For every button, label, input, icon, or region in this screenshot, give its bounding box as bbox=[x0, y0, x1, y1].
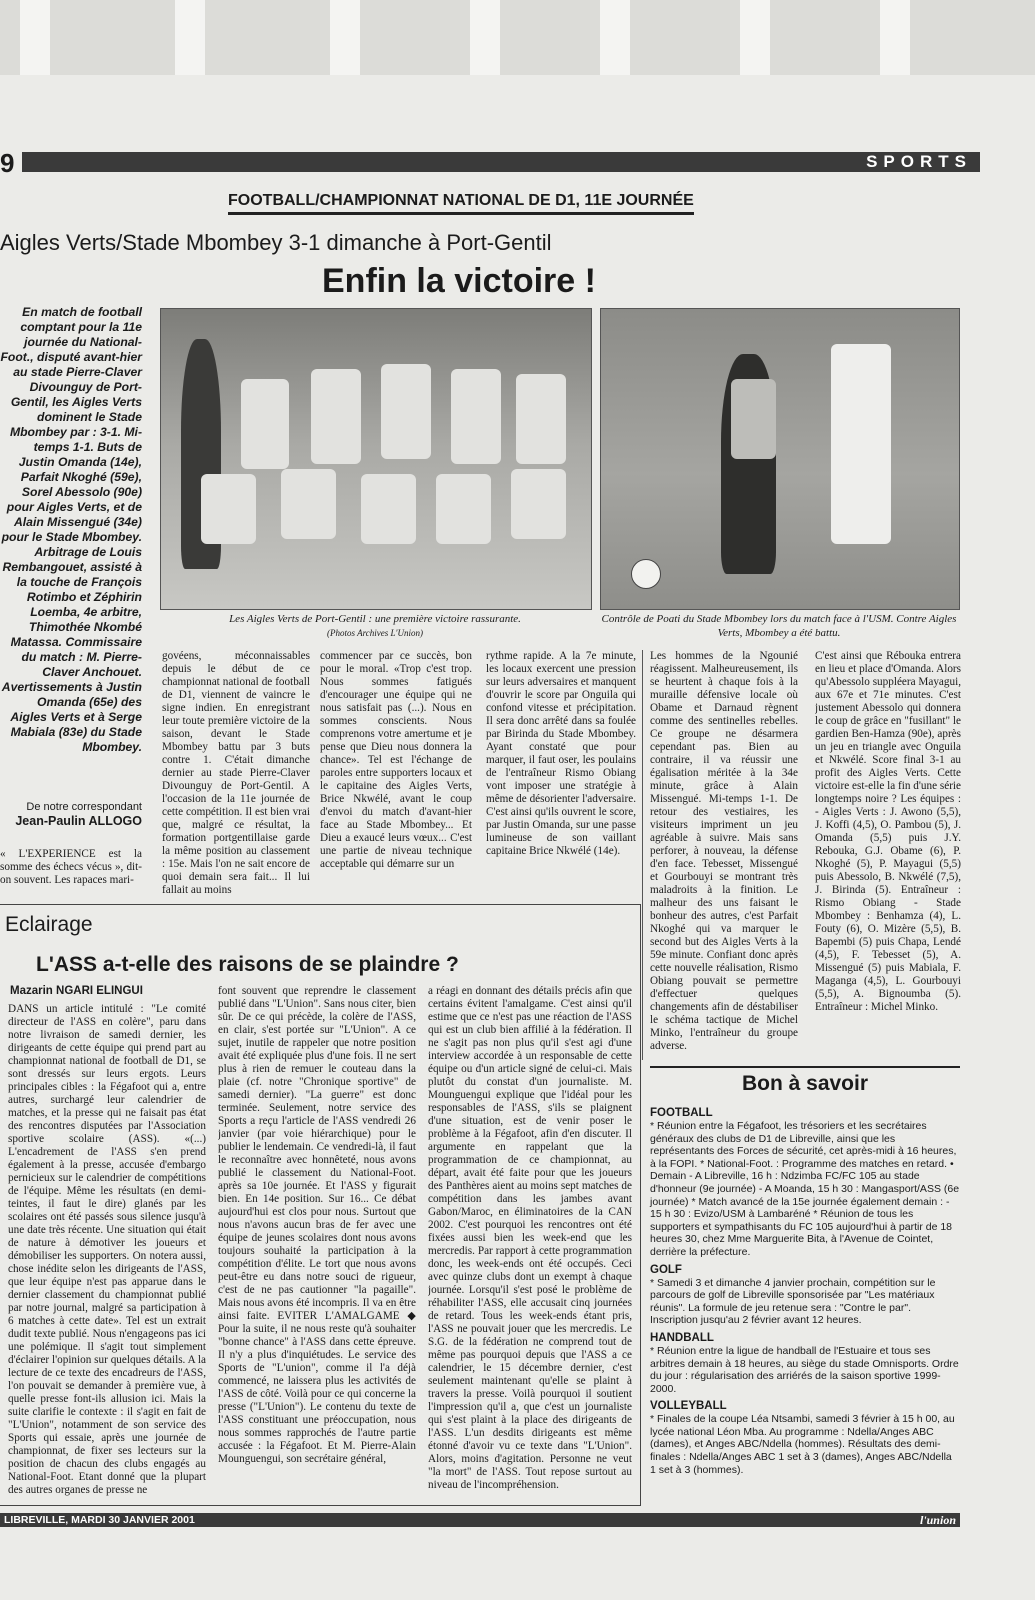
headline: Enfin la victoire ! bbox=[322, 262, 596, 300]
photo-caption-team bbox=[160, 612, 590, 640]
bon-a-savoir-title: Bon à savoir bbox=[650, 1066, 960, 1096]
match-photo bbox=[600, 308, 960, 610]
subtitle: Aigles Verts/Stade Mbombey 3-1 dimanche à Port-Gentil bbox=[0, 230, 552, 255]
article-col-4: rythme rapide. A la 7e minute, les locaux exercent une pression sur leurs adversaires et manquent d'ouvrir le score par Onguila qui confond vitesse et précipitation. Il sera donc arrêté dans sa foulée par Birinda du Stade Mbombey. Ayant constaté que pour marquer, il faut oser, les poulains de l'entraîneur Rismo Obiang vont imposer une stratégie à même de désorienter l'adversaire. C'est ainsi qu'ils ouvrent le score, par Justin Omanda, sur une passe lumineuse de son vaillant capitaine Brice Nkwélé (14e). bbox=[486, 650, 636, 857]
team-photo bbox=[160, 308, 592, 610]
article-col-1: « L'EXPERIENCE est la somme des échecs vécus », dit-on souvent. Les rapaces mari- bbox=[0, 848, 142, 886]
section-heading-handball: HANDBALL bbox=[650, 1331, 714, 1344]
article-col-2: govéens, méconnaissables depuis le début de ce championnat national de football de D1, viennent de vaincre le signe indien. En enregistrant leur toute première victoire de la saison, devant le Stade Mbombey battu par 3 buts contre 1. C'était dimanche dernier au stade Pierre-Claver Divounguy de Port-Gentil. A l'occasion de la 11e journée de cette compétition. Il est bien vrai que, malgré ce résultat, la formation portgentillaise garde la même position au classement : 15e. Mais l'on ne sait encore de quoi demain sera fait... Il lui fallait au moins bbox=[162, 650, 310, 896]
article-col-6: C'est ainsi que Rébouka entrera en lieu et place d'Omanda. Alors qu'Abessolo suppléera Mayagui, aux 67e et 71e minutes. C'est justement Abessolo qui donnera le coup de grâce en "fusillant" le gardien Ben-Hamza (90e), après un jeu en triangle avec Onguila et Nkwélé. Score final 3-1 au profit des Aigles Verts. Cette victoire est-elle la fin d'une série longtemps noire ? Les équipes : - Aigles Verts : J. Awono (5,5), J. Koffi (4,5), O. Pambou (5), J. Omanda (5,5) puis J.Y. Rebouka, G.J. Obame (6), P. Nkoghé (5), P. Mayagui (5,5) puis Abessolo, B. Nkwélé (7,5), J. Birinda (5). Entraîneur : Rismo Obiang - Stade Mbombey : Benhamza (4), L. Fouty (6), O. Mizère (5,5), B. Bapembi (5) puis Chapa, Lendé (4,5), F. Tebesset (5), A. Missengué (5) puis Mabiala, F. Maganga (4,5), L. Gourbouyi (5,5), A. Bignoumba (5). Entraîneur : Michel Minko. bbox=[815, 650, 961, 1013]
byline-name: Jean-Paulin ALLOGO bbox=[15, 814, 142, 828]
article-col-3: commencer par ce succès, bon pour le moral. «Trop c'est trop. Nous sommes fatigués d'encourager une équipe qui ne nous satisfait pas (...). Nous en sommes conscients. Nous comprenons votre amertume et je pense que Dieu nous donnera la chance». Tel est l'échange de paroles entre supporters locaux et le capitaine des Aigles Verts, Brice Nkwélé, avant le coup d'envoi du match d'avant-hier face au Stade Mbombey... Et Dieu a exaucé leurs vœux... C'est une partie de niveau technique acceptable qui démarre sur un bbox=[320, 650, 472, 870]
eclairage-label: Eclairage bbox=[5, 913, 93, 936]
bon-a-savoir-list bbox=[650, 1102, 960, 1476]
section-text-golf: * Samedi 3 et dimanche 4 janvier prochain, compétition sur le parcours de golf de Libreville sponsorisée par "Les matériaux réunis". La formule de jeu retenue sera : "Contre le par". Inscription jusqu'au 2 février avant 12 heures. bbox=[650, 1276, 936, 1327]
kicker: FOOTBALL/CHAMPIONNAT NATIONAL DE D1, 11E JOURNÉE bbox=[228, 192, 694, 215]
eclairage-col-1: DANS un article intitulé : "Le comité directeur de l'ASS en colère", paru dans notre livraison de samedi dernier, les dirigeants de cette équipe qui prend part au championnat national de football de D1, se sont dressés sur leurs ergots. Leurs principales cibles : la Fégafoot qui a, entre autres, surchargé leur calendrier de matches, et la presse qui ne faisait pas état des rencontres disputées par l'Association sportive scolaire (ASS). «(...) L'encadrement de l'ASS s'en prend également à la presse, accusée d'embargo pernicieux sur le calendrier de compétitions de l'équipe. Même les résultats (en demi-teintes, il faut le dire) glanés par les scolaires ont été passés sous silence jusqu'à une date très récente. Une situation qui était de nature à démotiver les joueurs et démobiliser les supporters. On notera aussi, chose inédite selon les dirigeants de l'ASS, que leur équipe n'est pas apparue dans le dernier classement du championnat publié par notre journal, malgré sa participation à 6 matches à cette date». Tel est un extrait dudit texte publié. Nous n'engageons pas ici une polémique. Il s'agit tout simplement d'éclairer l'opinion sur quelques détails. A la lecture de ce texte des encadreurs de l'ASS, l'on pouvait se demander à première vue, à quelle presse font-ils allusion ici. Mais la suite clarifie le contexte : il s'agit en fait de "L'Union", notamment de son service des Sports qui essaie, après une journée de championnat, de fixer ses lecteurs sur la position de chacun des clubs engagés au National-Foot. Etant donné que la plupart des autres organes de presse ne bbox=[8, 1003, 206, 1496]
section-heading-golf: GOLF bbox=[650, 1263, 682, 1276]
caption-team-text: Les Aigles Verts de Port-Gentil : une première victoire rassurante. bbox=[229, 613, 521, 625]
eclairage-headline: L'ASS a-t-elle des raisons de se plaindre ? bbox=[36, 953, 459, 976]
section-heading-football: FOOTBALL bbox=[650, 1107, 713, 1119]
section-text-handball: * Réunion entre la ligue de handball de l'Estuaire et tous ses arbitres demain à 18 heures, au siège du stade Omnisports. Ordre du jour : régularisation des arriérés de la saison sportive 1999-2000. bbox=[650, 1344, 959, 1395]
section-label: SPORTS bbox=[866, 152, 972, 171]
top-margin bbox=[0, 0, 1035, 75]
eclairage-col-2: font souvent que reprendre le classement publié dans "L'Union". Sans nous citer, bien sûr. De ce qui précède, la colère de l'ASS, en clair, s'est portée sur "L'Union". A ce sujet, inutile de rappeler que notre position avait été expliquée plus d'une fois. Il ne sert plus à rien de remuer le couteau dans la plaie (cf. notre "Chronique sportive" de samedi dernier). "La guerre" est donc terminée. Seulement, notre service des Sports a reçu l'article de l'ASS vendredi 26 janvier (par voie hiérarchique) pour le publier le lendemain. Ce vendredi-là, il faut le reconnaître avec honnêteté, nous avons publié le classement du National-Foot. après sa 10e journée. Et l'ASS y figurait bien. En 14e position. Sur 16... Ce débat aujourd'hui est clos pour nous. Surtout que nous n'avons aucun bras de fer avec une équipe de jeunes scolaires dont nous avons toujours souhaité la participation à la compétition d'élite. Le tort que nous avons peut-être eu dans notre souci de rigueur, c'est de ne pas cautionner "la pagaille". Mais nous avons été incompris. Il va en être ainsi faite. EVITER L'AMALGAME ◆ Pour la suite, il ne nous reste qu'à souhaiter "bonne chance" à l'ASS dans cette épreuve. Il n'y a plus d'inquiétudes. Le service des Sports de "L'union", comme il l'a déjà commencé, ne laissera plus les activités de l'ASS de côté. Voilà pour ce qui concerne la presse ("L'Union"). Le contenu du texte de l'ASS constituant une préoccupation, nous nous sommes rapprochés de l'autre partie accusée : la Fégafoot. Et M. Pierre-Alain Mounguengui, son secrétaire général, bbox=[218, 985, 416, 1465]
footer-dateline: LIBREVILLE, MARDI 30 JANVIER 2001 bbox=[4, 1514, 195, 1526]
eclairage-col-3: a réagi en donnant des détails précis afin que certains évitent l'amalgame. C'est ainsi qu'il estime que ce n'est pas une réaction de l'ASS qui est un club bien affilié à la fédération. Il ne s'agit pas non plus qu'il s'est agi d'une interview accordée à un responsable de cette équipe ou d'un article signé de celui-ci. Mais plutôt du constat d'un journaliste. M. Mounguengui explique que l'idéal pour les responsables de l'ASS, s'ils se plaignent d'une situation, est de venir poser le problème à la Fégafoot, afin d'en discuter. Il argumente en rappelant que la programmation de ce championnat, au départ, avait été faite pour que les joueurs des Panthères aient au moins sept matches de compétition dans les jambes avant Gabon/Maroc, en éliminatoires de la CAN 2002. C'est pourquoi les rencontres ont été fixées aussi bien les week-end que les mercredis. Par rapport à cette programmation donc, les week-ends ont été occupés. Ceci avec quinze clubs dont un exempt à chaque journée. Lorsqu'il s'est posé le problème de réhabiliter l'ASS, elle accusait cinq journées de retard. Tous les week-ends étant pris, l'ASS ne pouvait jouer que les mercredis. Le S.G. de la fédération ne comprend tout de même pas pourquoi depuis que l'ASS a ce calendrier, le 15 décembre dernier, c'est seulement maintenant qu'elle se plaint à travers la presse. Voilà pourquoi il soutient l'impression qu'il a, que c'est un journaliste qui s'est plaint à la place des dirigeants de l'ASS. L'un desdits dirigeants est même étonné d'avoir vu ce texte dans "L'Union". Alors, moins d'agitation. Personne ne veut "la mort" de l'ASS. Tout repose surtout au niveau de l'incompréhension. bbox=[428, 985, 632, 1491]
photo-caption-match: Contrôle de Poati du Stade Mbombey lors du match face à l'USM. Contre Aigles Verts, Mbombey a été battu. bbox=[601, 613, 957, 639]
byline bbox=[0, 800, 142, 828]
footer-paper-name: l'union bbox=[919, 1513, 956, 1527]
lead-paragraph: En match de football comptant pour la 11e journée du National-Foot., disputé avant-hier au stade Pierre-Claver Divounguy de Port-Gentil, les Aigles Verts dominent le Stade Mbombey par : 3-1. Mi-temps 1-1. Buts de Justin Omanda (14e), Parfait Nkoghé (59e), Sorel Abessolo (90e) pour Aigles Verts, et de Alain Missengué (34e) pour le Stade Mbombey. Arbitrage de Louis Rembangouet, assisté à la touche de François Rotimbo et Zéphirin Loemba, 4e arbitre, Thimothée Nkombé Matassa. Commissaire du match : M. Pierre-Claver Anchouet. Avertissements à Justin Omanda (65e) des Aigles Verts et à Serge Mabiala (83e) du Stade Mbombey. bbox=[0, 305, 142, 754]
photo-credit: (Photos Archives L'Union) bbox=[327, 628, 423, 638]
byline-role: De notre correspondant bbox=[26, 801, 142, 813]
page-number: 9 bbox=[0, 148, 15, 178]
section-text-volleyball: * Finales de la coupe Léa Ntsambi, samedi 3 février à 15 h 00, au lycée national Léon Mba. Au programme : Ndella/Anges ABC (dames), et Anges ABC/Ndella (hommes). Résultats des demi-finales : Ndella/Anges ABC 1 set à 3 (dames), Anges ABC/Ndella 1 set à 3 (hommes). bbox=[650, 1413, 955, 1476]
eclairage-author: Mazarin NGARI ELINGUI bbox=[10, 985, 143, 997]
section-heading-volleyball: VOLLEYBALL bbox=[650, 1400, 727, 1413]
article-col-5: Les hommes de la Ngounié réagissent. Malheureusement, ils se heurtent à chaque fois à la muraille défensive locale où Obame et Darnaud règnent comme des sentinelles rebelles. Ce groupe ne désarmera cependant pas. Bien au contraire, il va réussir une égalisation méritée à la 34e minute, grâce à Alain Missengué. Mi-temps 1-1. De retour des vestiaires, les visiteurs impriment un jeu agréable à suivre. Mais sans perforer, à nouveau, la défense d'en face. Tebesset, Missengué et Gourbouyi se montrant très maladroits à la finition. Le malheur des uns faisant le bonheur des autres, c'est Parfait Nkoghé qui va marquer le second but des Aigles Verts à la 59e minute. Confiant donc après cette nouvelle réalisation, Rismo Obiang pouvait se permettre d'effectuer quelques changements afin de déstabiliser le schéma tactique de Michel Minko, l'entraîneur du groupe adverse. bbox=[650, 650, 798, 1052]
section-banner bbox=[22, 152, 980, 172]
section-text-football: * Réunion entre la Fégafoot, les trésoriers et les secrétaires généraux des clubs de D1 de Libreville, ainsi que les représentants des Forces de sécurité, cet après-midi à 16 heures, à la FOPI. * National-Foot. : Programme des matches en retard. • Demain - A Libreville, 16 h : Ndzimba FC/FC 105 au stade d'honneur (9e journée) - A Moanda, 15 h 30 : Mangasport/ASS (6e journée) * Match avancé de la 15e journée également demain : - 15 h 30 : Evizo/USM à Lambaréné * Réunion de tous les supporters et sympathisants du FC 105 aujourd'hui à partir de 18 heures 30, chez Mme Marguerite Bita, à l'Avenue de Cointet, derrière la préfecture. bbox=[650, 1120, 960, 1258]
column-rule bbox=[642, 650, 643, 1060]
